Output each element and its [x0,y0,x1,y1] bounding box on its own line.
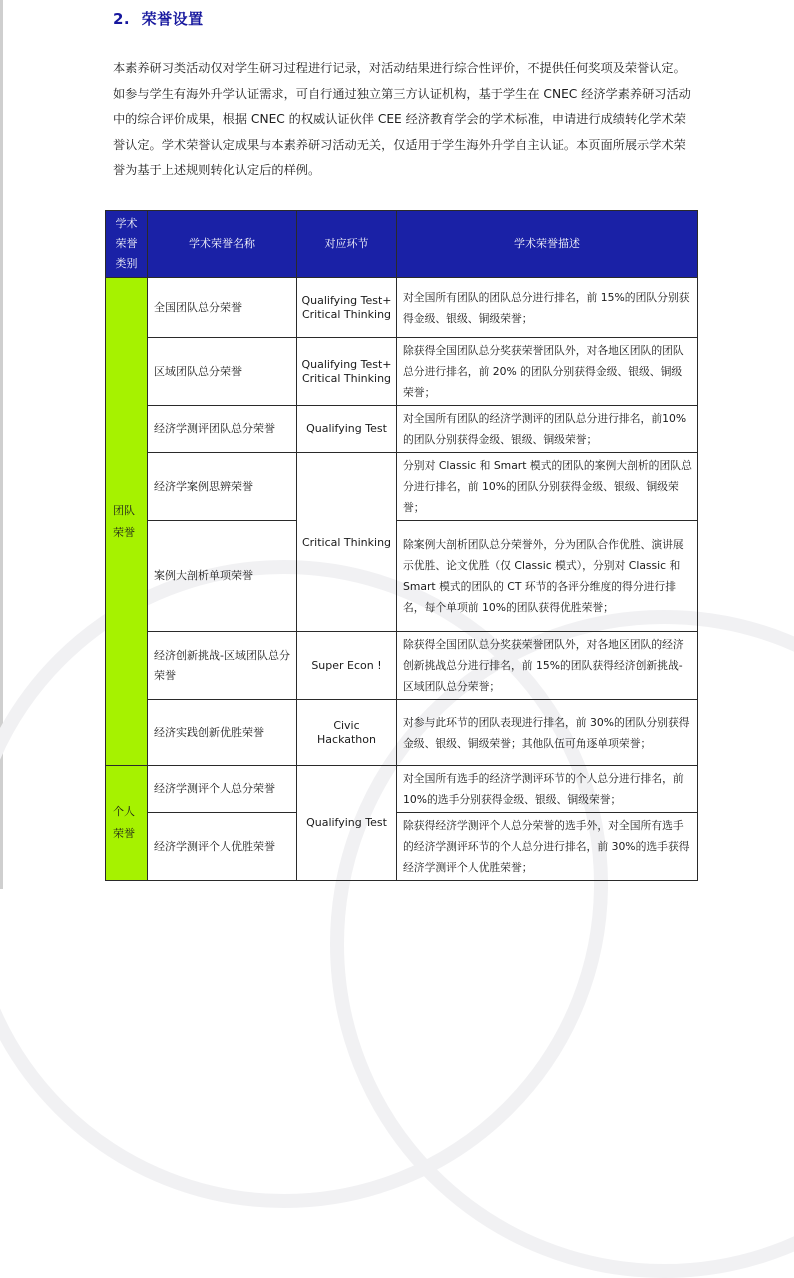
table-row [106,766,698,813]
honor-stage: Qualifying Test+ Critical Thinking [297,278,397,338]
honor-name: 经济学测评个人总分荣誉 [148,766,297,813]
honor-description: 除获得经济学测评个人总分荣誉的选手外，对全国所有选手的经济学测评环节的个人总分进行排名，前 30%的选手获得经济学测评个人优胜荣誉； [397,813,698,881]
honor-name: 经济实践创新优胜荣誉 [148,700,297,766]
header-category: 学术荣誉类别 [106,211,148,278]
honor-name: 经济学案例思辨荣誉 [148,453,297,521]
section-number: 2. [113,10,131,28]
honor-description: 除案例大剖析团队总分荣誉外，分为团队合作优胜、演讲展示优胜、论文优胜（仅 Classic 模式），分别对 Classic 和 Smart 模式的团队的 CT 环节的各评分维度的得分进行排名，每个单项前 10%的团队获得优胜荣誉； [397,521,698,632]
honors-table [105,210,698,881]
honor-name: 经济学测评团队总分荣誉 [148,406,297,453]
category-team: 团队荣誉 [106,278,148,766]
header-description: 学术荣誉描述 [397,211,698,278]
honor-description: 对参与此环节的团队表现进行排名，前 30%的团队分别获得金级、银级、铜级荣誉；其他队伍可角逐单项荣誉； [397,700,698,766]
honor-name: 经济创新挑战-区域团队总分荣誉 [148,632,297,700]
honor-stage: Qualifying Test [297,766,397,881]
honor-name: 区域团队总分荣誉 [148,338,297,406]
category-individual: 个人荣誉 [106,766,148,881]
honor-description: 对全国所有选手的经济学测评环节的个人总分进行排名，前 10%的选手分别获得金级、银级、铜级荣誉； [397,766,698,813]
honor-name: 经济学测评个人优胜荣誉 [148,813,297,881]
intro-paragraph: 本素养研习类活动仅对学生研习过程进行记录，对活动结果进行综合性评价，不提供任何奖项及荣誉认定。如参与学生有海外升学认证需求，可自行通过独立第三方认证机构，基于学生在 CNEC 经济学素养研习活动中的综合评价成果，根据 CNEC 的权威认证伙伴 CEE 经济教育学会的学术标准，申请进行成绩转化学术荣誉认定。学术荣誉认定成果与本素养研习活动无关，仅适用于学生海外升学自主认证。本页面所展示学术荣誉为基于上述规则转化认定后的样例。 [113,61,691,177]
honor-description: 分别对 Classic 和 Smart 模式的团队的案例大剖析的团队总分进行排名，前 10%的团队分别获得金级、银级、铜级荣誉； [397,453,698,521]
header-name: 学术荣誉名称 [148,211,297,278]
honor-stage: Super Econ ! [297,632,397,700]
table-header-row [106,211,698,278]
table-row [106,632,698,700]
table-row [106,813,698,881]
honor-description: 除获得全国团队总分奖获荣誉团队外，对各地区团队的团队总分进行排名，前 20% 的团队分别获得金级、银级、铜级荣誉； [397,338,698,406]
honor-description: 对全国所有团队的团队总分进行排名，前 15%的团队分别获得金级、银级、铜级荣誉； [397,278,698,338]
table-row [106,278,698,338]
honor-description: 对全国所有团队的经济学测评的团队总分进行排名，前10%的团队分别获得金级、银级、铜级荣誉； [397,406,698,453]
honor-name: 案例大剖析单项荣誉 [148,521,297,632]
honor-stage: Civic Hackathon [297,700,397,766]
section-title: 荣誉设置 [141,10,204,28]
table-row [106,406,698,453]
honor-stage: Qualifying Test [297,406,397,453]
honor-description: 除获得全国团队总分奖获荣誉团队外，对各地区团队的经济创新挑战总分进行排名，前 15%的团队获得经济创新挑战-区域团队总分荣誉； [397,632,698,700]
section-heading [113,8,204,29]
table-row [106,700,698,766]
table-row [106,338,698,406]
table-row [106,453,698,521]
honor-stage: Qualifying Test+ Critical Thinking [297,338,397,406]
table-row [106,521,698,632]
honor-stage: Critical Thinking [297,453,397,632]
header-stage: 对应环节 [297,211,397,278]
honor-name: 全国团队总分荣誉 [148,278,297,338]
